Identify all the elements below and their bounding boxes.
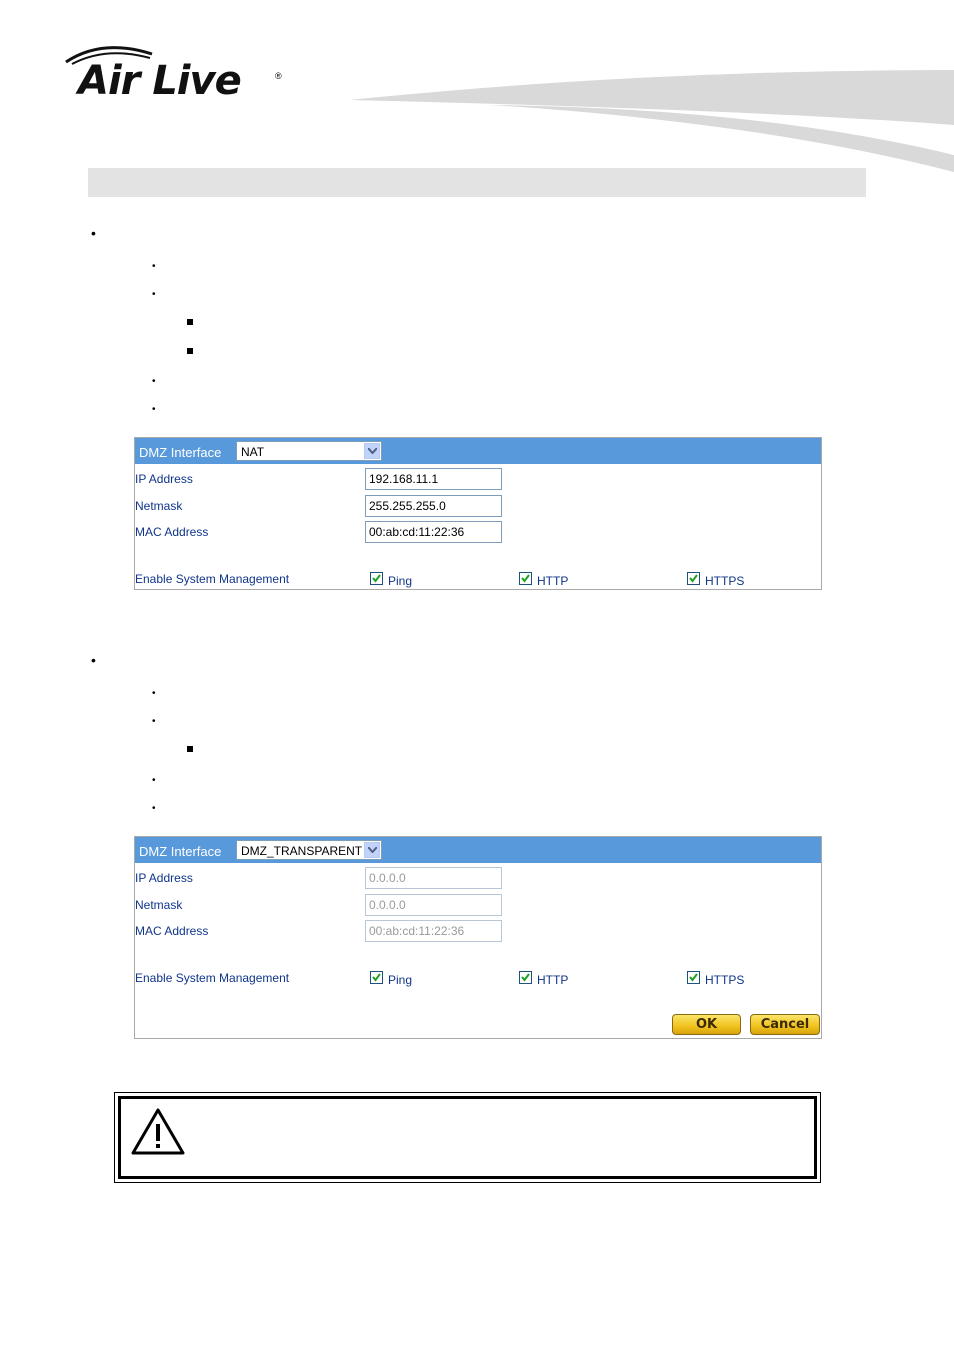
sub-bullet-marker: • [152,716,156,727]
mac-address-input: 00:ab:cd:11:22:36 [365,920,502,942]
mac-address-input[interactable]: 00:ab:cd:11:22:36 [365,521,502,543]
netmask-label: Netmask [135,898,183,912]
ok-button[interactable]: OK [672,1014,741,1035]
ping-checkbox[interactable] [370,572,383,585]
sub-bullet-marker: • [152,376,156,387]
ping-checkbox[interactable] [370,971,383,984]
sub-bullet-marker: • [152,261,156,272]
checkbox-check-icon [689,574,698,583]
dmz-interface-label: DMZ Interface [139,844,222,859]
warning-box [114,1092,821,1183]
square-bullet-marker [187,319,193,325]
enable-system-management-label: Enable System Management [135,572,290,586]
ip-address-label: IP Address [135,871,193,885]
checkbox-check-icon [521,574,530,583]
sub-bullet-marker: • [152,289,156,300]
dmz-transparent-panel [134,836,822,1039]
chevron-down-icon[interactable] [364,443,380,459]
dmz-interface-label: DMZ Interface [139,445,222,460]
sub-bullet-marker: • [152,803,156,814]
header-swoosh-graphic [340,60,954,180]
square-bullet-marker [187,348,193,354]
http-label: HTTP [537,574,569,588]
sub-bullet-marker: • [152,775,156,786]
dmz-nat-panel [134,437,822,590]
sub-bullet-marker: • [152,404,156,415]
select-value: DMZ_TRANSPARENT [241,844,363,858]
checkbox-check-icon [372,973,381,982]
mac-address-label: MAC Address [135,525,209,539]
ip-address-input: 0.0.0.0 [365,867,502,889]
https-checkbox[interactable] [687,572,700,585]
dmz-interface-select[interactable] [236,840,382,860]
http-label: HTTP [537,973,569,987]
netmask-label: Netmask [135,499,183,513]
select-value: NAT [241,445,265,459]
panel-header [135,438,821,464]
ping-label: Ping [388,574,413,588]
https-checkbox[interactable] [687,971,700,984]
https-label: HTTPS [705,574,745,588]
section-title-bar [88,168,866,197]
panel-header [135,837,821,863]
warning-box-inner [118,1096,817,1179]
ping-label: Ping [388,973,413,987]
square-bullet-marker [187,746,193,752]
dmz-interface-select[interactable] [236,441,382,461]
enable-system-management-label: Enable System Management [135,971,290,985]
mac-address-label: MAC Address [135,924,209,938]
http-checkbox[interactable] [519,572,532,585]
checkbox-check-icon [521,973,530,982]
netmask-input[interactable]: 255.255.255.0 [365,495,502,517]
cancel-button[interactable]: Cancel [750,1014,820,1035]
checkbox-check-icon [372,574,381,583]
warning-triangle-icon [130,1107,186,1157]
checkbox-check-icon [689,973,698,982]
http-checkbox[interactable] [519,971,532,984]
bullet-marker: • [91,652,96,668]
bullet-marker: • [91,225,96,241]
netmask-input: 0.0.0.0 [365,894,502,916]
logo-text: Air Live [78,58,241,104]
sub-bullet-marker: • [152,688,156,699]
ip-address-label: IP Address [135,472,193,486]
https-label: HTTPS [705,973,745,987]
registered-mark: ® [275,71,282,81]
chevron-down-icon[interactable] [364,842,380,858]
ip-address-input[interactable]: 192.168.11.1 [365,468,502,490]
